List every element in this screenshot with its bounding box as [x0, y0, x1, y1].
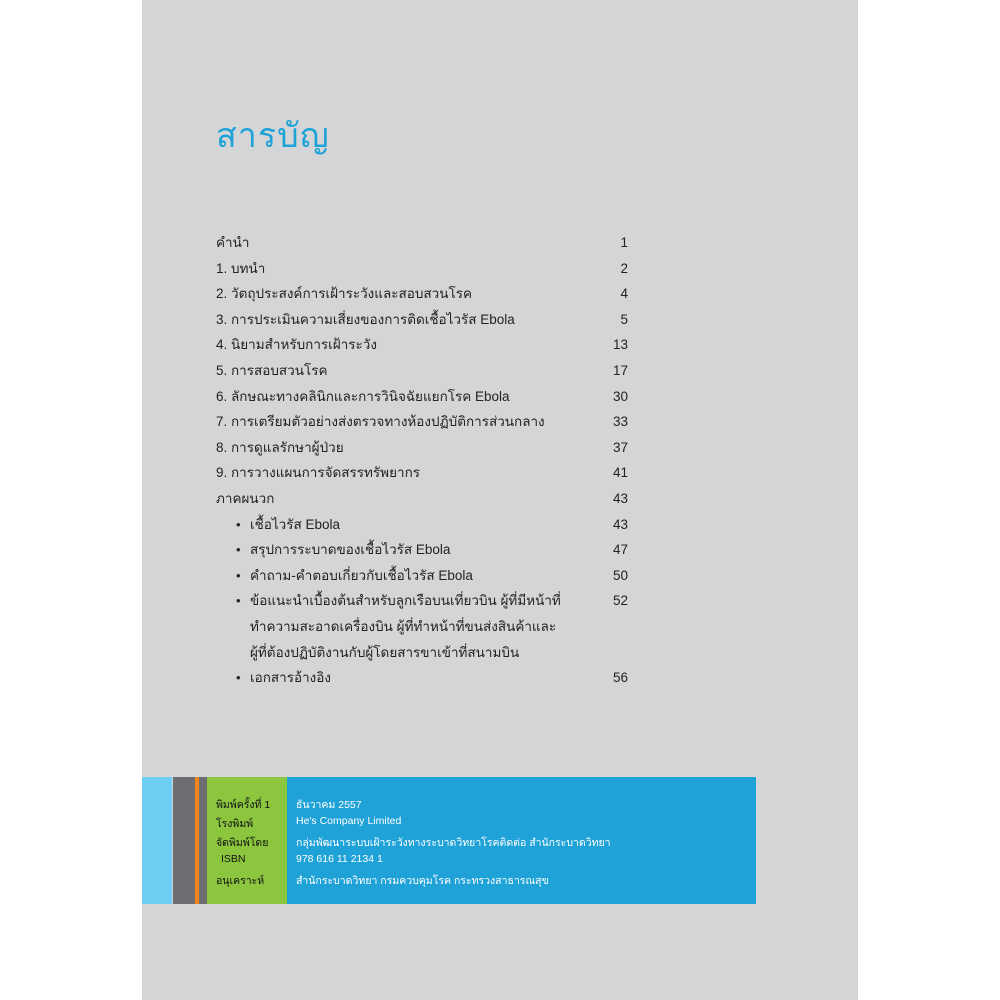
toc-page-number: 13: [612, 337, 628, 353]
toc-row[interactable]: [216, 460, 628, 486]
toc-page-number: 1: [620, 235, 628, 250]
appendix-label-line: ข้อแนะนำเบื้องต้นสำหรับลูกเรือบนเที่ยวบิน ผู้ที่มีหน้าที่: [250, 593, 561, 609]
imprint-value: ธันวาคม 2557: [296, 799, 362, 811]
toc-page-number: 50: [612, 567, 628, 583]
toc-label: 8. การดูแลรักษาผู้ป่วย: [216, 439, 344, 455]
appendix-label-line: ทำความสะอาดเครื่องบิน ผู้ที่ทำหน้าที่ขนส่งสินค้าและ: [250, 618, 557, 634]
stripe-gray: [173, 777, 195, 904]
toc-page-number: 41: [612, 465, 628, 481]
appendix-item-continuation: [216, 614, 628, 640]
toc-page-number: 56: [612, 670, 628, 686]
appendix-label: เอกสารอ้างอิง: [250, 670, 331, 686]
appendix-item[interactable]: [216, 665, 628, 691]
toc-label: 7. การเตรียมตัวอย่างส่งตรวจทางห้องปฏิบัติการส่วนกลาง: [216, 414, 545, 430]
toc-page-number: 52: [612, 593, 628, 609]
toc-page-number: 43: [612, 490, 628, 506]
imprint-key: โรงพิมพ์: [216, 818, 254, 830]
toc-row[interactable]: [216, 332, 628, 358]
toc-row-appendix[interactable]: [216, 486, 628, 512]
toc-page-number: 4: [620, 286, 628, 302]
table-of-contents: [216, 230, 628, 691]
toc-label: 3. การประเมินความเสี่ยงของการติดเชื้อไวรัส Ebola: [216, 311, 515, 327]
imprint-key: จัดพิมพ์โดย: [216, 837, 269, 849]
imprint-key: อนุเคราะห์: [216, 875, 265, 887]
appendix-item[interactable]: [216, 512, 628, 538]
appendix-label: สรุปการระบาดของเชื้อไวรัส Ebola: [250, 542, 451, 558]
toc-row[interactable]: [216, 409, 628, 435]
appendix-label: เชื้อไวรัส Ebola: [250, 516, 341, 532]
toc-row[interactable]: [216, 384, 628, 410]
imprint-value: He's Company Limited: [296, 815, 402, 827]
toc-label: 1. บทนำ: [216, 260, 266, 276]
imprint-value: 978 616 11 2134 1: [296, 853, 383, 865]
toc-label: 4. นิยามสำหรับการเฝ้าระวัง: [216, 337, 377, 353]
toc-page-number: 17: [612, 362, 628, 378]
imprint-key: ISBN: [221, 853, 246, 865]
toc-page-number: 37: [612, 439, 628, 455]
toc-page-number: 2: [620, 260, 628, 276]
appendix-item-long[interactable]: [216, 588, 628, 614]
toc-row[interactable]: [216, 256, 628, 282]
toc-page-number: 33: [612, 414, 628, 430]
imprint-value: สำนักระบาดวิทยา กรมควบคุมโรค กระทรวงสาธารณสุข: [296, 875, 549, 887]
toc-page-number: 43: [612, 516, 628, 532]
appendix-label: คำถาม-คำตอบเกี่ยวกับเชื้อไวรัส Ebola: [250, 567, 473, 583]
bullet-icon: •: [236, 593, 241, 609]
bullet-icon: •: [236, 516, 241, 532]
appendix-item[interactable]: [216, 537, 628, 563]
toc-label: 6. ลักษณะทางคลินิกและการวินิจฉัยแยกโรค Ebola: [216, 388, 510, 404]
stripe-gray-2: [199, 777, 207, 904]
appendix-item[interactable]: [216, 563, 628, 589]
toc-label: 2. วัตถุประสงค์การเฝ้าระวังและสอบสวนโรค: [216, 286, 472, 302]
appendix-item-continuation: [216, 640, 628, 666]
bullet-icon: •: [236, 542, 241, 558]
toc-row[interactable]: [216, 435, 628, 461]
toc-row[interactable]: [216, 358, 628, 384]
imprint-key: พิมพ์ครั้งที่ 1: [216, 799, 271, 811]
toc-label: ภาคผนวก: [216, 490, 275, 506]
stripe-light-blue: [142, 777, 172, 904]
toc-page-number: 5: [620, 311, 628, 327]
toc-page-number: 30: [612, 388, 628, 404]
toc-row[interactable]: [216, 230, 628, 256]
imprint-value: กลุ่มพัฒนาระบบเฝ้าระวังทางระบาดวิทยาโรคติดต่อ สำนักระบาดวิทยา: [296, 837, 611, 849]
page-title: สารบัญ: [216, 116, 330, 156]
bullet-icon: •: [236, 670, 241, 686]
toc-label: 5. การสอบสวนโรค: [216, 362, 328, 378]
toc-row[interactable]: [216, 281, 628, 307]
toc-row[interactable]: [216, 307, 628, 333]
bullet-icon: •: [236, 567, 241, 583]
toc-label: คำนำ: [216, 235, 250, 250]
toc-label: 9. การวางแผนการจัดสรรทรัพยากร: [216, 465, 420, 481]
appendix-label-line: ผู้ที่ต้องปฏิบัติงานกับผู้โดยสารขาเข้าที่สนามบิน: [250, 644, 520, 660]
toc-page-number: 47: [612, 542, 628, 558]
